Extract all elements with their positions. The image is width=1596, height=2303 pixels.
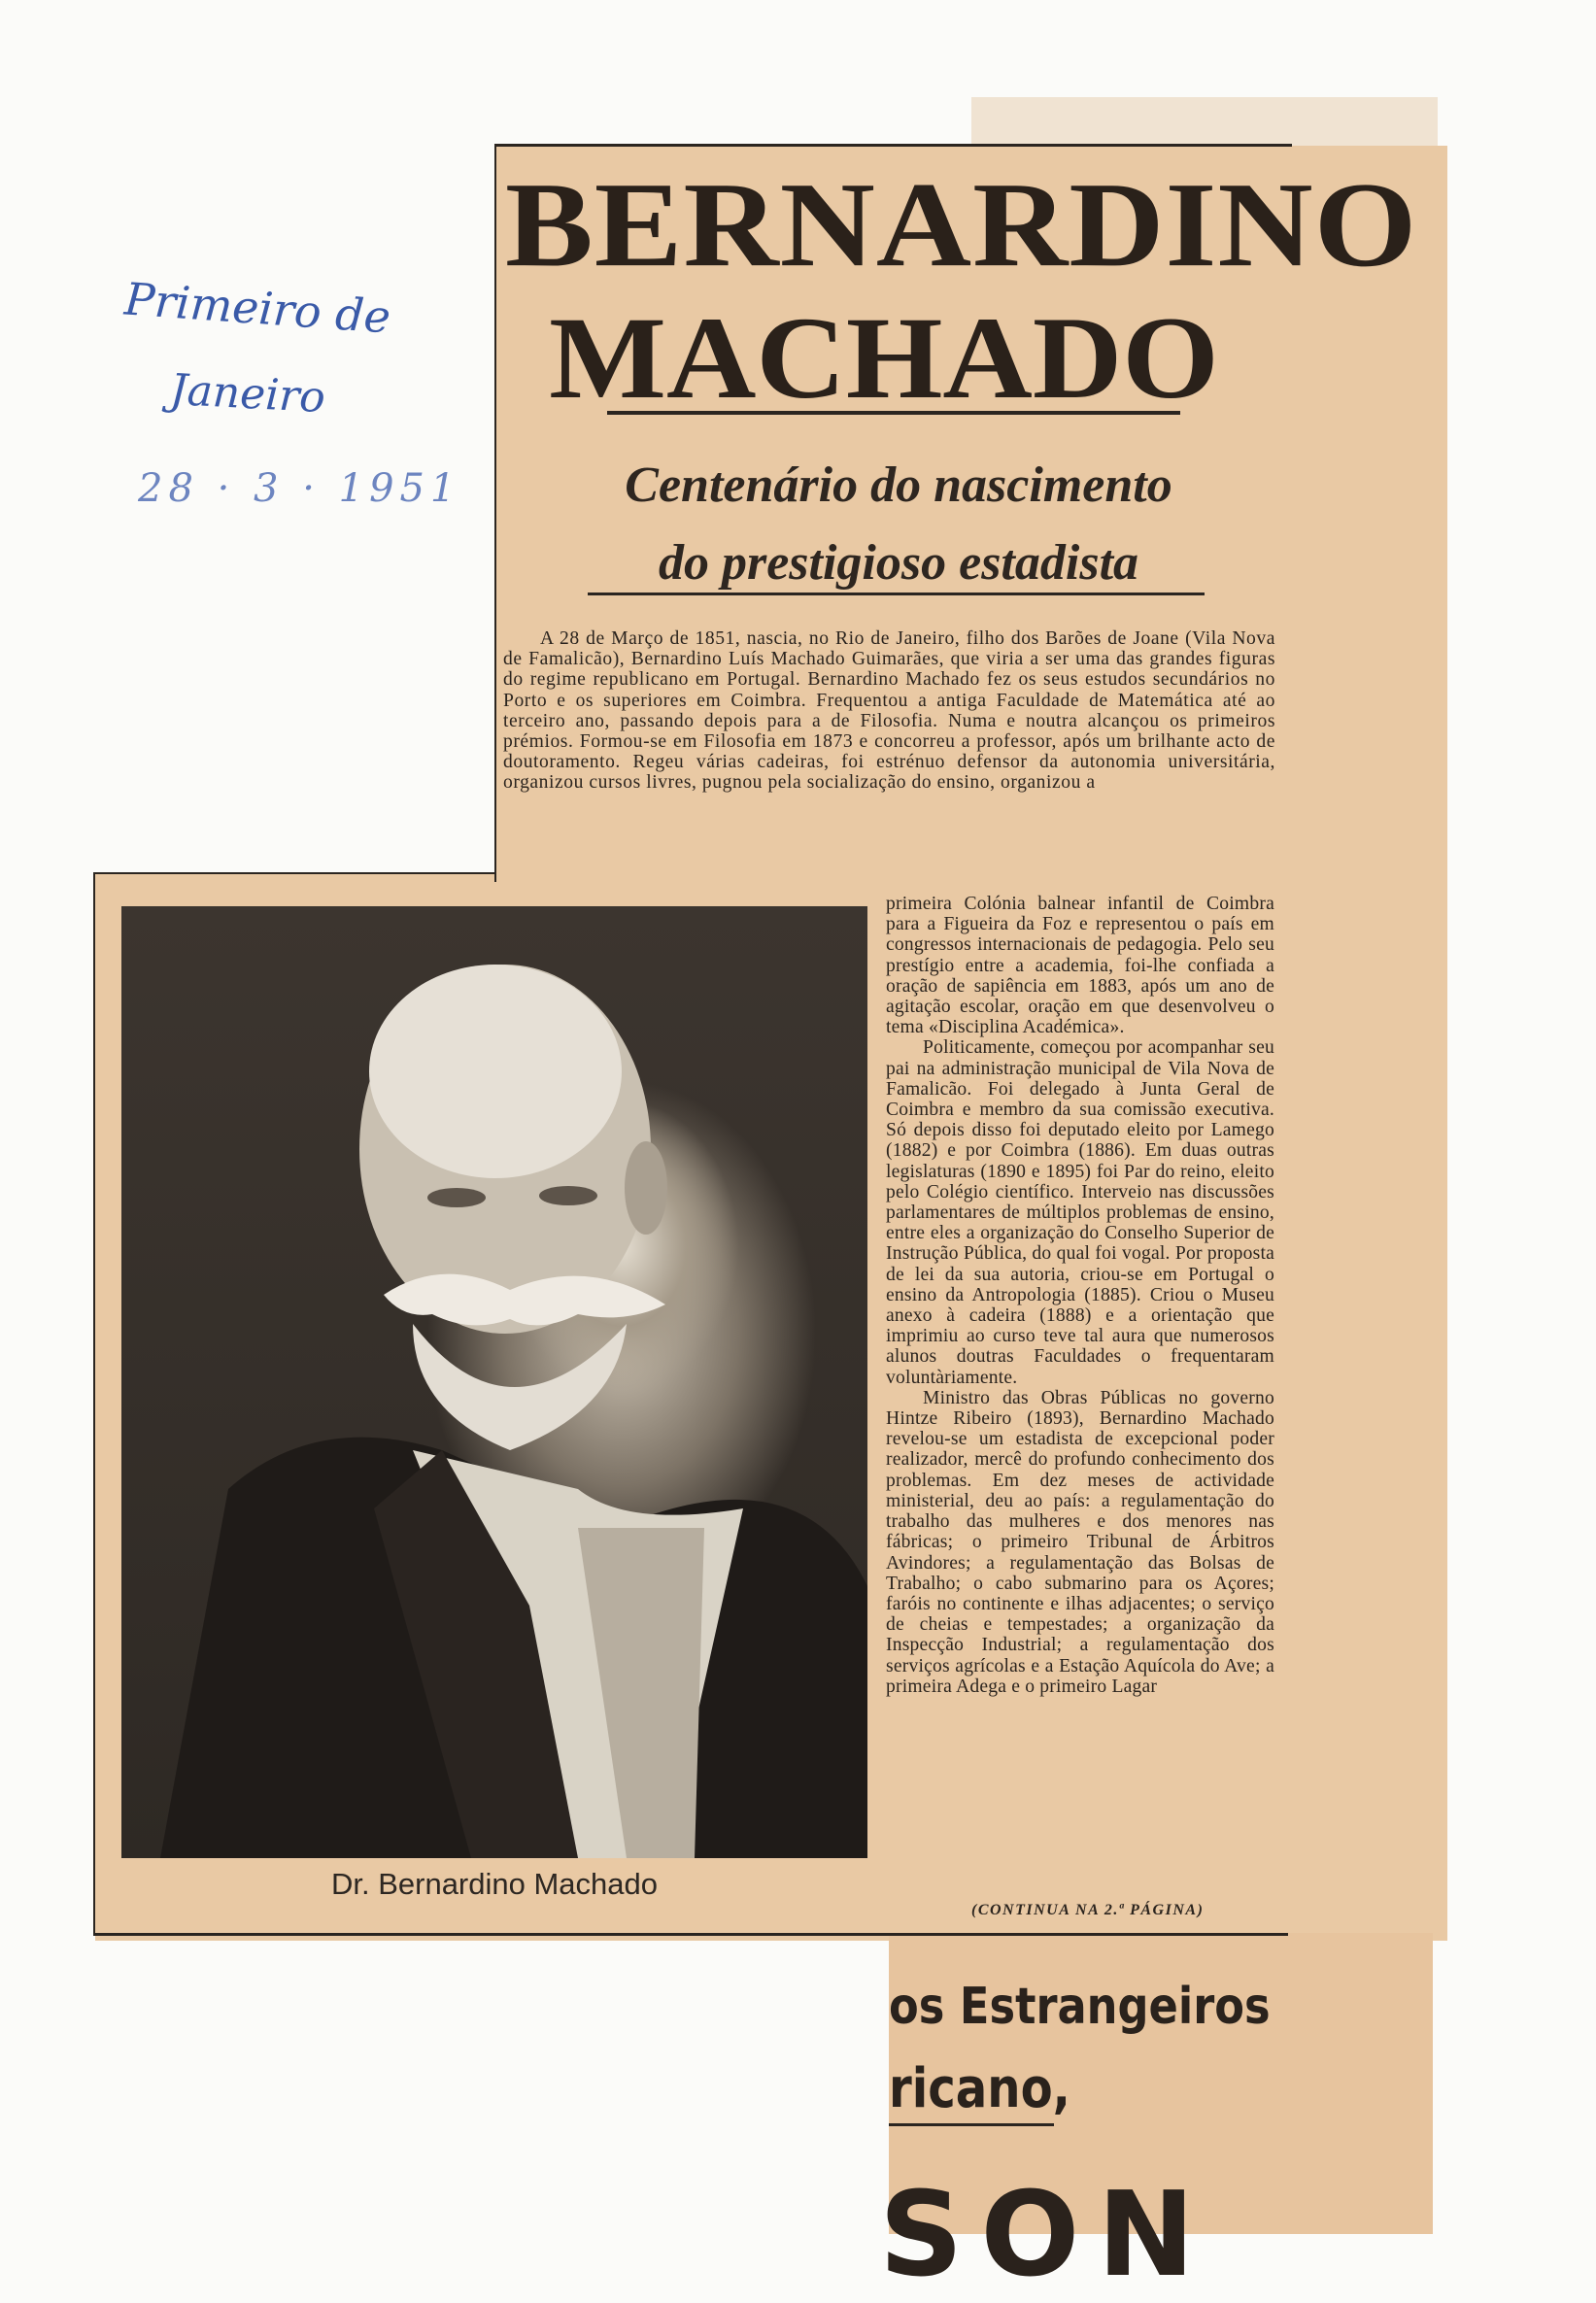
article-paragraph-3: Ministro das Obras Públicas no governo Hintze Ribeiro (1893), Bernardino Machado revelou-se um estadista de excepcional poder realizador, mercê do profundo conhecimento dos problemas. Em dez meses de actividade ministerial, deu ao país: a regulamentação do trabalho das mulheres e dos menores nas fábricas; o primeiro Tribunal de Árbitros Avindores; a regulamentação das Bolsas de Trabalho; o cabo submarino para os Açores; faróis no continente e ilhas adjacentes; o serviço de cheias e tempestades; a organização da Inspecção Industrial; a regulamentação dos serviços agrícolas e a Estação Aquícola do Ave; a primeira Adega e o primeiro Lagar xyxy=(886,1387,1274,1697)
article-paragraph-intro: A 28 de Março de 1851, nascia, no Rio de Janeiro, filho dos Barões de Joane (Vila Nova de Famalicão), Bernardino Luís Machado Guimarães, que viria a ser uma das grandes figuras do regime republicano em Portugal. Bernardino Machado fez os seus estudos secundários no Porto e os superiores em Coimbra. Frequentou a antiga Faculdade de Matemática até ao terceiro ano, passando depois para a de Filosofia. Numa e noutra alcançou os primeiros prémios. Formou-se em Filosofia em 1873 e concorreu a professor, após um brilhante acto de doutoramento. Regeu várias cadeiras, foi estrénuo defensor da autonomia universitária, organizou cursos livres, pugnou pela socialização do ensino, organizou a xyxy=(503,628,1275,794)
article-paragraph-1-continued: primeira Colónia balnear infantil de Coimbra para a Figueira da Foz e representou o país em congressos internacionais de pedagogia. Pelo seu prestígio entre a academia, foi-lhe confiada a oração de sapiência em 1883, após um ano de agitação escolar, oração em que desenvolveu o tema «Disciplina Académica». xyxy=(886,894,1274,1038)
adjacent-headline-line-2: ricano, xyxy=(889,2057,1070,2120)
article-paragraph-2: Politicamente, começou por acompanhar seu pai na administração municipal de Vila Nova de Famalicão. Foi delegado à Junta Geral de Coimbra e membro da sua comissão executiva. Só depois disso foi deputado eleito por Lamego (1882) e por Coimbra (1886). Em duas outras legislaturas (1890 e 1895) foi Par do reino, eleito pelo Colégio científico. Interveio nas discussões parlamentares de múltiplos problemas de ensino, entre eles a organização do Conselho Superior de Instrução Pública, do qual foi vogal. Por proposta de lei da sua autoria, criou-se em Portugal o ensino da Antropologia (1885). Criou o Museu anexo à cadeira (1888) e a orientação que imprimiu ao curso teve tal aura que numerosos alunos doutras Faculdades o frequentaram voluntàriamente. xyxy=(886,1037,1274,1388)
subheadline-line-1: Centenário do nascimento xyxy=(625,457,1172,513)
portrait-illustration xyxy=(121,906,867,1858)
handwritten-line-2: Janeiro xyxy=(168,364,327,423)
subhead-underline xyxy=(588,593,1205,595)
bottom-rule xyxy=(93,1933,1288,1936)
photo-box-left-rule xyxy=(93,872,95,1936)
portrait-photo xyxy=(121,906,867,1858)
adjacent-headline-line-1: os Estrangeiros xyxy=(889,1978,1271,2036)
headline-line-2: MACHADO xyxy=(549,292,1219,423)
photo-box-top-rule xyxy=(93,872,495,874)
left-column-rule xyxy=(494,144,496,882)
article-right-column xyxy=(886,894,1274,1697)
continued-note: (CONTINUA NA 2.ª PÁGINA) xyxy=(971,1902,1205,1918)
top-rule xyxy=(495,144,1292,147)
lower-article-rule xyxy=(889,2123,1054,2126)
handwritten-line-1: Primeiro de xyxy=(122,272,392,344)
subheadline-line-2: do prestigioso estadista xyxy=(658,535,1139,591)
article-intro xyxy=(503,628,1275,794)
headline-line-1: BERNARDINO xyxy=(505,157,1418,292)
photo-caption: Dr. Bernardino Machado xyxy=(330,1867,659,1901)
adjacent-headline-line-3: SON xyxy=(879,2168,1212,2303)
handwritten-date: 28 · 3 · 1951 xyxy=(138,466,461,511)
